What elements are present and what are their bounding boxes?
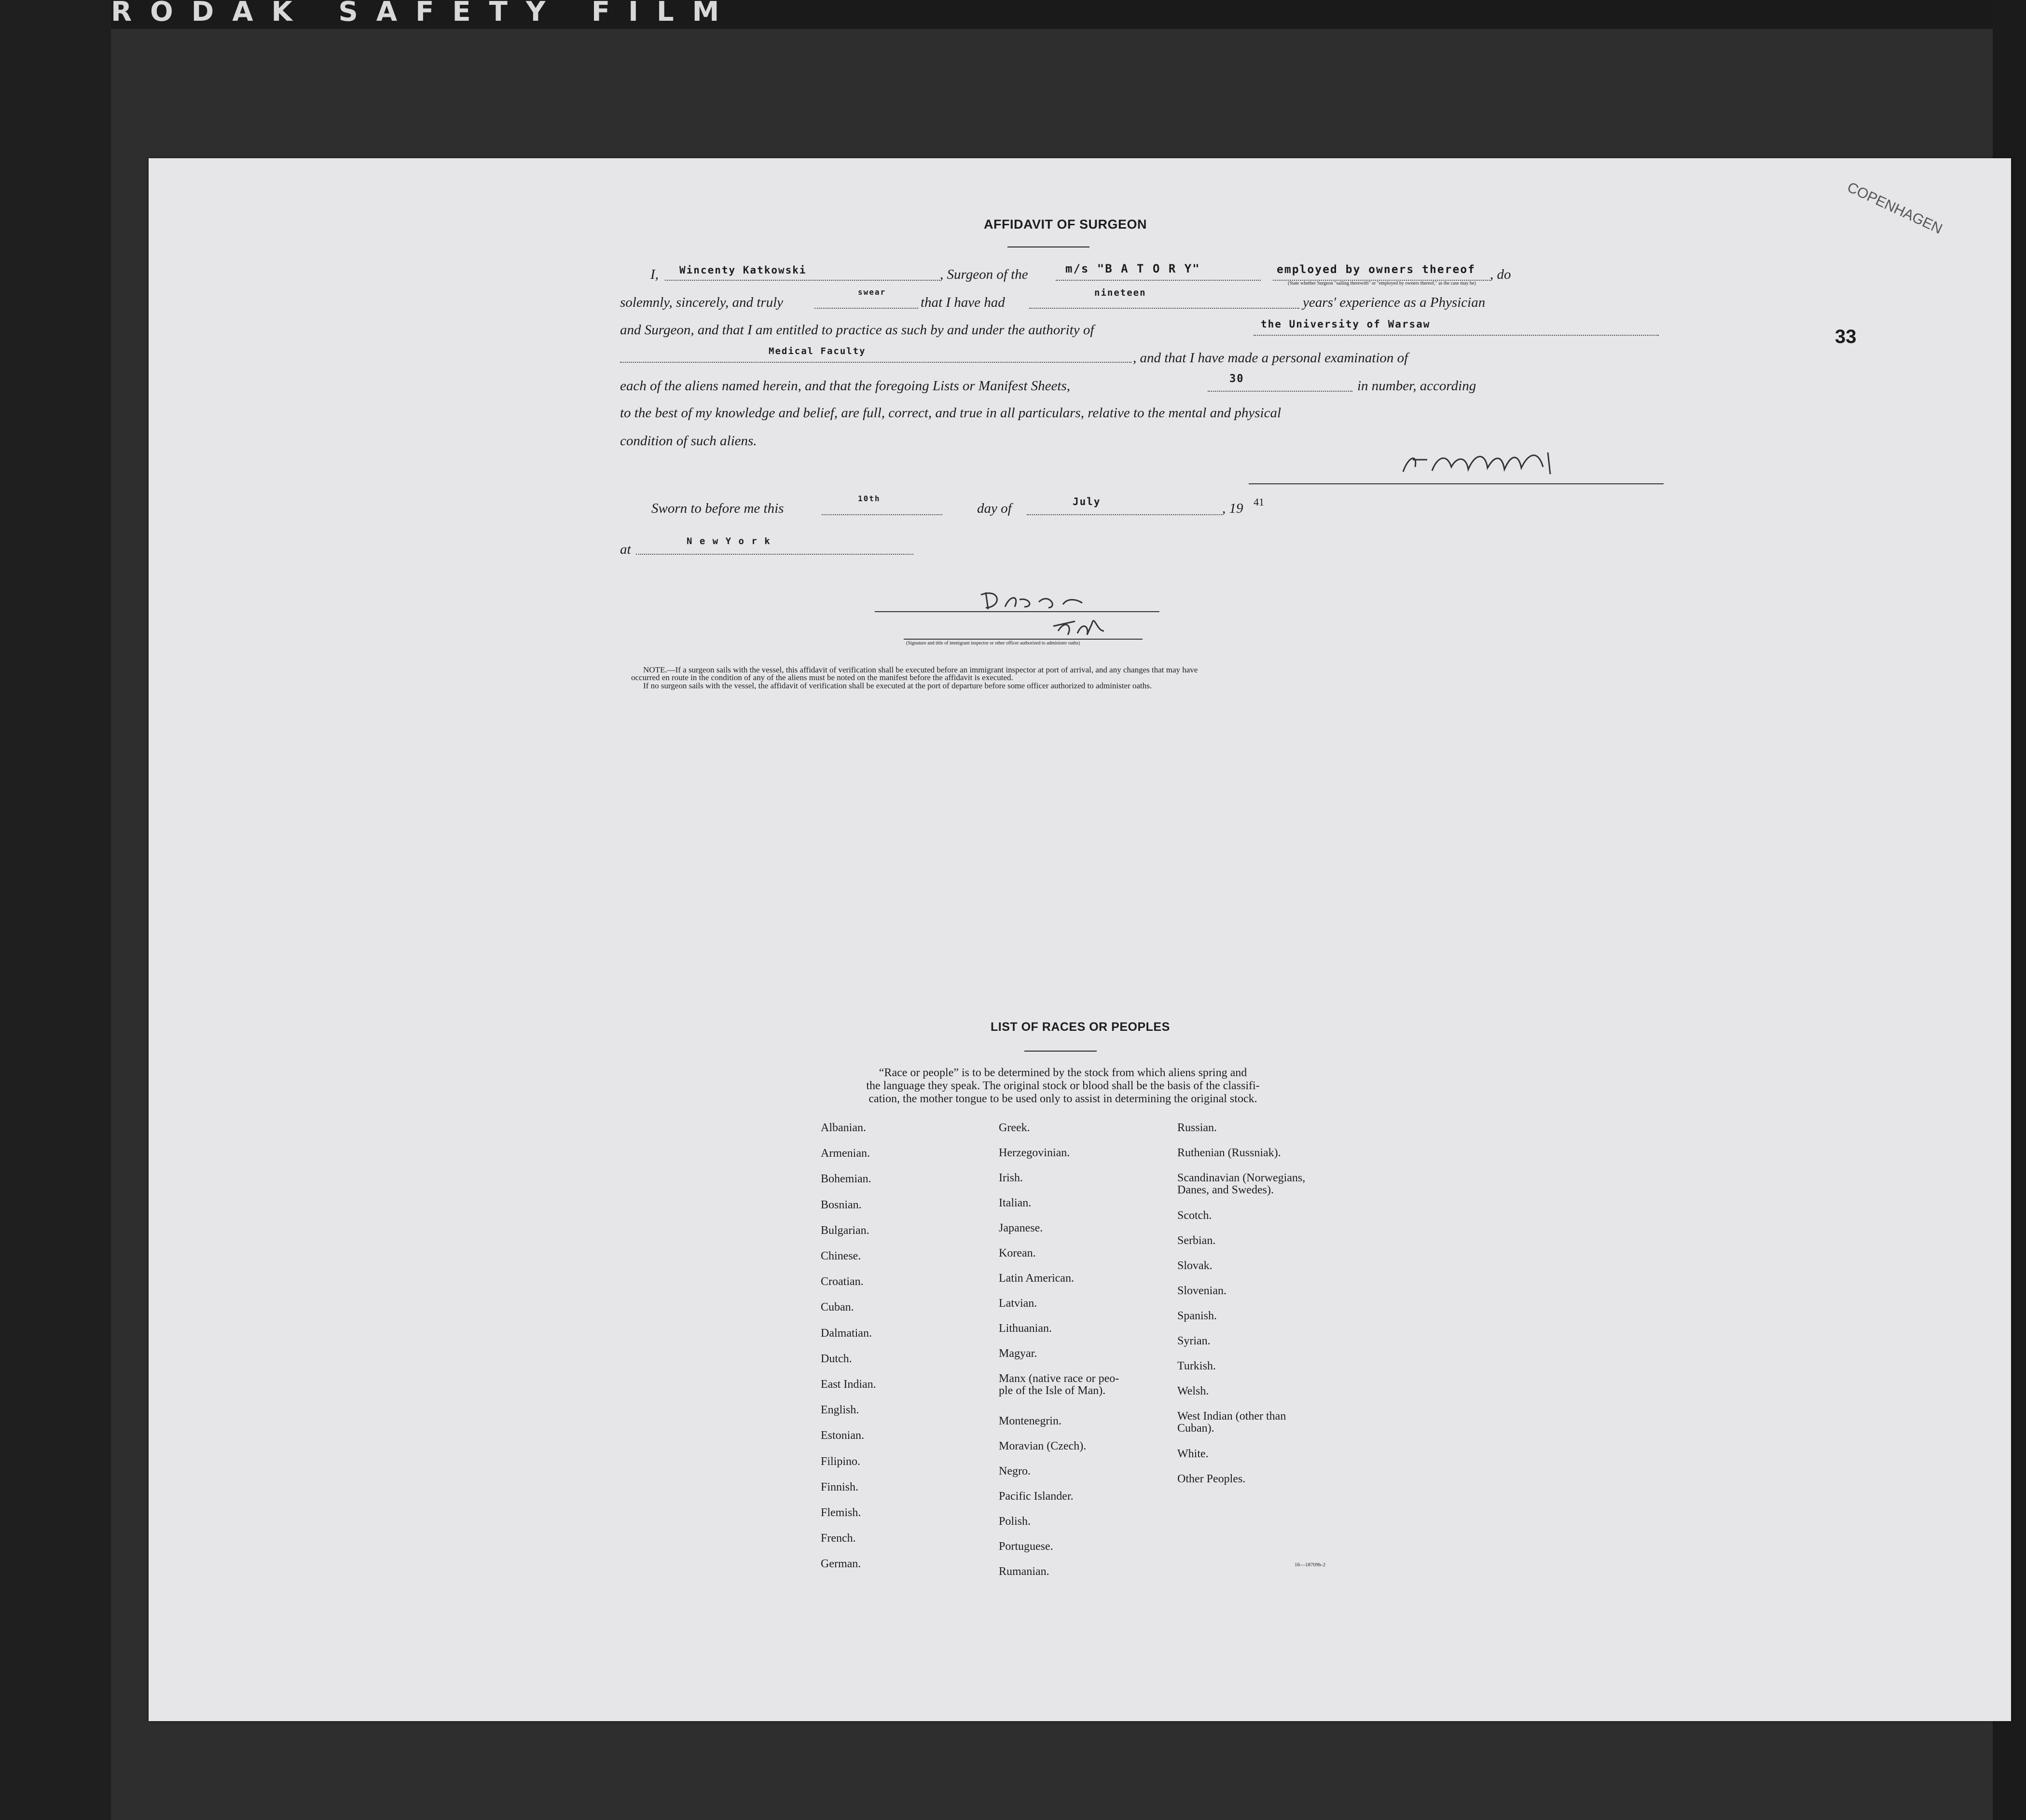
race-item: Negro. — [999, 1465, 1031, 1478]
affidavit-text: to the best of my knowledge and belief, are full, correct, and true in all particulars, relative to the mental and physical — [620, 405, 1282, 421]
race-item: Dalmatian. — [821, 1327, 872, 1340]
races-intro — [822, 1067, 1304, 1106]
sworn-text: Sworn to before me this — [651, 501, 784, 516]
race-item: Scotch. — [1177, 1209, 1212, 1222]
race-item: Greek. — [999, 1122, 1030, 1134]
affidavit-text: solemnly, sincerely, and truly — [620, 295, 784, 310]
affidavit-text: , Surgeon of the — [940, 267, 1028, 282]
race-item: Flemish. — [821, 1506, 861, 1519]
race-item: Italian. — [999, 1197, 1032, 1209]
race-item: Estonian. — [821, 1429, 864, 1442]
races-title: LIST OF RACES OR PEOPLES — [991, 1020, 1170, 1034]
race-item: Ruthenian (Russniak). — [1177, 1147, 1281, 1159]
race-item: Scandinavian (Norwegians, — [1177, 1172, 1306, 1184]
race-item: East Indian. — [821, 1378, 876, 1391]
affidavit-text: years' experience as a Physician — [1303, 295, 1486, 310]
race-item: Cuban). — [1177, 1422, 1214, 1435]
surgeon-name: Wincenty Katkowski — [679, 264, 807, 276]
race-item: Pacific Islander. — [999, 1490, 1074, 1503]
race-item: Serbian. — [1177, 1234, 1216, 1247]
race-item: Montenegrin. — [999, 1415, 1061, 1427]
race-item: Cuban. — [821, 1301, 854, 1314]
note-line: occurred en route in the condition of any of the aliens must be noted on the manifest before the affidavit is executed. — [631, 673, 1013, 682]
surgeon-signature — [1249, 433, 1664, 486]
race-item: Finnish. — [821, 1480, 859, 1493]
race-item: Bulgarian. — [821, 1224, 869, 1237]
sworn-day: 10th — [858, 494, 881, 503]
officer-signature — [875, 573, 1164, 645]
sworn-month: July — [1073, 496, 1101, 507]
race-item: Herzegovinian. — [999, 1147, 1070, 1159]
race-item: Chinese. — [821, 1250, 861, 1262]
affidavit-text: , do — [1490, 267, 1511, 282]
years-field — [1029, 293, 1299, 309]
sworn-month-field — [1027, 500, 1222, 515]
authority-university: the University of Warsaw — [1261, 318, 1431, 330]
at-label: at — [620, 542, 631, 557]
race-item: Korean. — [999, 1247, 1036, 1259]
affidavit-text: in number, according — [1357, 378, 1476, 394]
form-code: 16—18709b-2 — [1295, 1562, 1326, 1568]
race-item: Spanish. — [1177, 1310, 1217, 1322]
race-item: Lithuanian. — [999, 1322, 1052, 1335]
race-item: Bosnian. — [821, 1198, 862, 1211]
oath: swear — [858, 287, 886, 297]
copenhagen-stamp: COPENHAGEN — [1845, 179, 1945, 237]
affidavit-text: and Surgeon, and that I am entitled to practice as such by and under the authority of — [620, 322, 1094, 338]
races-title-underline — [1024, 1051, 1097, 1052]
races-intro-line: the language they speak. The original stock or blood shall be the basis of the classifi- — [866, 1080, 1260, 1092]
race-item: French. — [821, 1532, 856, 1545]
sworn-year: 41 — [1254, 496, 1264, 508]
film-edge-text: RODAK SAFETY FILM — [111, 0, 738, 27]
race-item: Welsh. — [1177, 1385, 1209, 1397]
race-item: Latvian. — [999, 1297, 1037, 1310]
title-underline — [1007, 246, 1089, 247]
race-item: Syrian. — [1177, 1335, 1211, 1347]
employment-status: employed by owners thereof — [1277, 263, 1476, 276]
affidavit-text: that I have had — [921, 295, 1005, 310]
vessel-name: m/s "B A T O R Y" — [1065, 262, 1200, 275]
affidavit-text: condition of such aliens. — [620, 433, 757, 449]
race-item: West Indian (other than — [1177, 1410, 1286, 1423]
authority-faculty: Medical Faculty — [769, 346, 866, 356]
years-experience: nineteen — [1094, 287, 1146, 298]
race-item: White. — [1177, 1448, 1209, 1460]
race-item: Japanese. — [999, 1222, 1043, 1234]
race-item: Filipino. — [821, 1455, 861, 1468]
race-item: Manx (native race or peo- — [999, 1372, 1119, 1385]
at-place: N e w Y o r k — [687, 536, 771, 547]
sworn-text: , 19 — [1222, 501, 1243, 516]
races-intro-line: cation, the mother tongue to be used only to assist in determining the original stock. — [868, 1093, 1257, 1105]
race-item: Dutch. — [821, 1352, 852, 1365]
film-left-margin — [0, 0, 111, 1820]
race-item: Portuguese. — [999, 1540, 1053, 1553]
officer-caption: (Signature and title of immigrant inspector or other officer authorized to administer oaths) — [906, 641, 1080, 646]
race-item: English. — [821, 1404, 859, 1417]
document-page — [149, 158, 2011, 1721]
race-item: Albanian. — [821, 1122, 866, 1134]
affidavit-text: , and that I have made a personal examination of — [1133, 350, 1408, 366]
affidavit-title: AFFIDAVIT OF SURGEON — [984, 217, 1147, 232]
race-item: German. — [821, 1558, 861, 1571]
affidavit-text: each of the aliens named herein, and that the foregoing Lists or Manifest Sheets, — [620, 378, 1070, 394]
race-item: ple of the Isle of Man). — [999, 1384, 1106, 1397]
races-intro-line: “Race or people” is to be determined by the stock from which aliens spring and — [879, 1067, 1247, 1079]
race-item: Polish. — [999, 1515, 1031, 1528]
race-item: Croatian. — [821, 1275, 864, 1288]
film-edge — [0, 0, 2026, 29]
race-item: Turkish. — [1177, 1360, 1216, 1372]
race-item: Moravian (Czech). — [999, 1440, 1087, 1452]
affidavit-text: I, — [650, 267, 659, 282]
employment-note: (State whether Surgeon "sailing therewith" or "employed by owners thereof," as the case may be) — [1288, 281, 1476, 286]
authority-field-2 — [620, 347, 1131, 363]
race-item: Rumanian. — [999, 1565, 1049, 1578]
race-item: Irish. — [999, 1172, 1023, 1184]
sworn-day-field — [822, 500, 942, 515]
manifest-sheets-count: 30 — [1229, 373, 1244, 385]
page-number: 33 — [1835, 326, 1857, 347]
race-item: Russian. — [1177, 1122, 1217, 1134]
note-line: NOTE.—If a surgeon sails with the vessel, this affidavit of verification shall be executed before an immigrant inspector at port of arrival, and any changes that may have — [643, 665, 1198, 674]
race-item: Bohemian. — [821, 1173, 871, 1186]
race-item: Slovenian. — [1177, 1285, 1227, 1297]
race-item: Armenian. — [821, 1147, 870, 1160]
race-item: Other Peoples. — [1177, 1473, 1246, 1485]
at-place-field — [636, 539, 913, 555]
sworn-text: day of — [977, 501, 1012, 516]
race-item: Slovak. — [1177, 1259, 1213, 1272]
note-line: If no surgeon sails with the vessel, the affidavit of verification shall be executed at the port of departure before some officer authorized to administer oaths. — [643, 681, 1152, 690]
race-item: Latin American. — [999, 1272, 1074, 1285]
race-item: Danes, and Swedes). — [1177, 1184, 1274, 1196]
race-item: Magyar. — [999, 1347, 1037, 1360]
